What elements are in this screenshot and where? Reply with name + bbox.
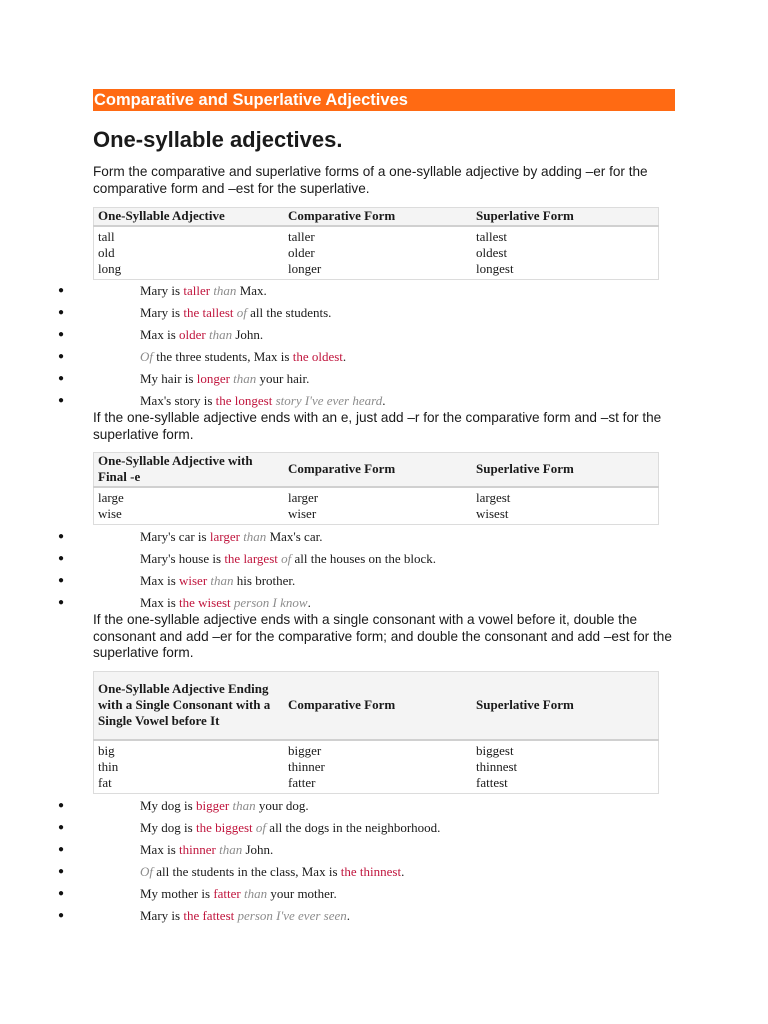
table-header-cell: Superlative Form xyxy=(472,208,659,226)
example-list-one xyxy=(0,280,768,412)
sentence-text: . xyxy=(382,393,386,408)
bullet-icon: ● xyxy=(58,373,65,384)
table-row xyxy=(94,775,659,794)
example-sentence xyxy=(140,302,331,324)
sentence-text: the three students, Max is xyxy=(153,349,293,364)
adjective-highlight: the biggest xyxy=(195,820,253,835)
table-cell: wisest xyxy=(476,505,509,521)
example-sentence xyxy=(140,839,273,861)
adjective-highlight: thinner xyxy=(179,842,216,857)
table-row xyxy=(94,740,659,759)
table-cell: bigger xyxy=(288,742,322,758)
list-item xyxy=(0,905,768,927)
list-item xyxy=(0,795,768,817)
sentence-text: all the students in the class, Max is xyxy=(153,864,341,879)
table-cell: larger xyxy=(288,489,319,505)
adjective-highlight: the tallest xyxy=(183,305,234,320)
sentence-text: My hair is xyxy=(140,371,197,386)
table-cell: thinner xyxy=(288,758,325,774)
table-header-cell: One-Syllable Adjective with Final -e xyxy=(94,453,285,487)
sentence-text: Max is xyxy=(140,842,179,857)
table-header-cell: Superlative Form xyxy=(472,672,659,740)
example-list-two xyxy=(0,526,768,614)
adjective-highlight: the longest xyxy=(215,393,273,408)
table-cell: thin xyxy=(98,758,119,774)
context-word: story I've ever heard xyxy=(275,393,383,408)
paragraph-double-consonant: If the one-syllable adjective ends with a single consonant with a vowel before it, double the consonant and add –er for the comparative form; and double the consonant and add –est for the superlative form. xyxy=(93,612,672,660)
context-word: than xyxy=(210,573,234,588)
bullet-icon: ● xyxy=(58,822,65,833)
list-item xyxy=(0,883,768,905)
example-sentence xyxy=(140,548,436,570)
sentence-text: all the houses on the block. xyxy=(291,551,437,566)
example-sentence xyxy=(140,368,309,390)
bullet-icon: ● xyxy=(58,553,65,564)
list-item xyxy=(0,861,768,883)
list-item xyxy=(0,324,768,346)
table-header-row xyxy=(94,453,659,487)
table-cell: thinnest xyxy=(476,758,518,774)
sentence-text: . xyxy=(307,595,311,610)
bullet-icon: ● xyxy=(58,329,65,340)
sentence-text: Mary's car is xyxy=(140,529,210,544)
example-sentence xyxy=(140,883,337,905)
context-word: than xyxy=(213,283,237,298)
context-word: of xyxy=(236,305,247,320)
example-sentence xyxy=(140,346,346,368)
example-sentence xyxy=(140,861,404,883)
context-word: than xyxy=(233,371,257,386)
table-cell: biggest xyxy=(476,742,514,758)
example-sentence xyxy=(140,592,311,614)
table-cell: longest xyxy=(476,261,514,277)
list-item xyxy=(0,548,768,570)
table-header-cell: Superlative Form xyxy=(472,453,659,487)
sentence-text: My mother is xyxy=(140,886,214,901)
table-row xyxy=(94,506,659,525)
table-header-cell: Comparative Form xyxy=(284,208,472,226)
list-item xyxy=(0,592,768,614)
section-banner: Comparative and Superlative Adjectives xyxy=(93,89,675,111)
table-double-consonant xyxy=(93,671,659,794)
context-word: Of xyxy=(140,349,153,364)
sentence-text: . xyxy=(401,864,405,879)
adjective-highlight: bigger xyxy=(195,798,230,813)
context-word: than xyxy=(208,327,233,342)
example-sentence xyxy=(140,526,322,548)
sentence-text: his brother. xyxy=(233,573,296,588)
context-word: person I know xyxy=(233,595,308,610)
bullet-icon: ● xyxy=(58,597,65,608)
sentence-text: your hair. xyxy=(256,371,310,386)
example-sentence xyxy=(140,390,385,412)
example-sentence xyxy=(140,795,309,817)
sentence-text: Mary is xyxy=(140,305,184,320)
example-sentence xyxy=(140,905,350,927)
sentence-text: Mary is xyxy=(140,908,184,923)
bullet-icon: ● xyxy=(58,351,65,362)
table-cell: big xyxy=(98,742,115,758)
adjective-highlight: longer xyxy=(196,371,230,386)
sentence-text: Mary is xyxy=(140,283,184,298)
adjective-highlight: the oldest xyxy=(292,349,343,364)
adjective-highlight: older xyxy=(179,327,206,342)
list-item xyxy=(0,526,768,548)
context-word: of xyxy=(255,820,267,835)
context-word: than xyxy=(243,529,267,544)
table-header-cell: Comparative Form xyxy=(284,453,472,487)
sentence-text: Max's story is xyxy=(140,393,216,408)
adjective-highlight: fatter xyxy=(213,886,241,901)
table-header-cell: One-Syllable Adjective xyxy=(94,208,285,226)
table-one-syllable xyxy=(93,207,659,280)
paragraph-final-e: If the one-syllable adjective ends with an e, just add –r for the comparative form and –st for the superlative form. xyxy=(93,410,662,442)
table-cell: tall xyxy=(98,228,115,244)
sentence-text: . xyxy=(346,908,351,923)
bullet-icon: ● xyxy=(58,285,65,296)
adjective-highlight: the thinnest xyxy=(340,864,402,879)
bullet-icon: ● xyxy=(58,866,65,877)
table-cell: fatter xyxy=(288,775,316,791)
table-row xyxy=(94,759,659,775)
adjective-highlight: the wisest xyxy=(179,595,231,610)
table-cell: long xyxy=(98,261,122,277)
table-final-e xyxy=(93,452,659,525)
adjective-highlight: larger xyxy=(209,529,240,544)
adjective-highlight: taller xyxy=(183,283,211,298)
table-row xyxy=(94,245,659,261)
list-item xyxy=(0,839,768,861)
sentence-text: John. xyxy=(232,327,264,342)
page-heading: One-syllable adjectives. xyxy=(93,127,343,152)
table-cell: longer xyxy=(288,261,322,277)
context-word: of xyxy=(281,551,292,566)
bullet-icon: ● xyxy=(58,888,65,899)
table-cell: fat xyxy=(98,775,112,791)
bullet-icon: ● xyxy=(58,910,65,921)
intro-paragraph: Form the comparative and superlative forms of a one-syllable adjective by adding –er for the comparative form and –est for the superlative. xyxy=(93,164,648,196)
table-cell: older xyxy=(288,244,315,260)
sentence-text: Mary's house is xyxy=(140,551,225,566)
sentence-text: all the students. xyxy=(246,305,332,320)
sentence-text: John. xyxy=(242,842,274,857)
bullet-icon: ● xyxy=(58,844,65,855)
example-sentence xyxy=(140,817,440,839)
table-cell: wise xyxy=(98,505,122,521)
table-cell: wiser xyxy=(288,505,317,521)
table-header-row xyxy=(94,208,659,226)
table-header-row xyxy=(94,672,659,740)
table-cell: tallest xyxy=(476,228,508,244)
sentence-text: Max is xyxy=(140,573,179,588)
list-item xyxy=(0,368,768,390)
adjective-highlight: the largest xyxy=(224,551,278,566)
sentence-text: Max is xyxy=(140,327,179,342)
bullet-icon: ● xyxy=(58,800,65,811)
bullet-icon: ● xyxy=(58,531,65,542)
adjective-highlight: wiser xyxy=(179,573,208,588)
context-word: than xyxy=(243,886,268,901)
sentence-text: Max is xyxy=(140,595,179,610)
list-item xyxy=(0,570,768,592)
adjective-highlight: the fattest xyxy=(183,908,235,923)
table-cell: large xyxy=(98,489,124,505)
sentence-text: My dog is xyxy=(140,798,196,813)
sentence-text: your mother. xyxy=(267,886,337,901)
list-item xyxy=(0,280,768,302)
sentence-text: . xyxy=(342,349,347,364)
list-item xyxy=(0,302,768,324)
sentence-text: all the dogs in the neighborhood. xyxy=(266,820,441,835)
sentence-text: your dog. xyxy=(255,798,309,813)
table-header-cell: Comparative Form xyxy=(284,672,472,740)
table-row xyxy=(94,226,659,245)
bullet-icon: ● xyxy=(58,307,65,318)
context-word: person I've ever seen xyxy=(237,908,347,923)
list-item xyxy=(0,346,768,368)
table-cell: old xyxy=(98,244,115,260)
bullet-icon: ● xyxy=(58,395,65,406)
table-row xyxy=(94,487,659,506)
sentence-text: My dog is xyxy=(140,820,196,835)
sentence-text: Max. xyxy=(236,283,267,298)
example-list-three xyxy=(0,795,768,927)
table-row xyxy=(94,261,659,280)
example-sentence xyxy=(140,570,295,592)
table-cell: taller xyxy=(288,228,315,244)
sentence-text: Max's car. xyxy=(266,529,323,544)
bullet-icon: ● xyxy=(58,575,65,586)
context-word: than xyxy=(232,798,256,813)
table-cell: oldest xyxy=(476,244,508,260)
table-header-cell: One-Syllable Adjective Ending with a Single Consonant with a Single Vowel before It xyxy=(94,672,285,740)
example-sentence xyxy=(140,324,263,346)
context-word: Of xyxy=(140,864,153,879)
context-word: than xyxy=(219,842,243,857)
list-item xyxy=(0,390,768,412)
list-item xyxy=(0,817,768,839)
example-sentence xyxy=(140,280,267,302)
table-cell: largest xyxy=(476,489,511,505)
table-cell: fattest xyxy=(476,775,508,791)
